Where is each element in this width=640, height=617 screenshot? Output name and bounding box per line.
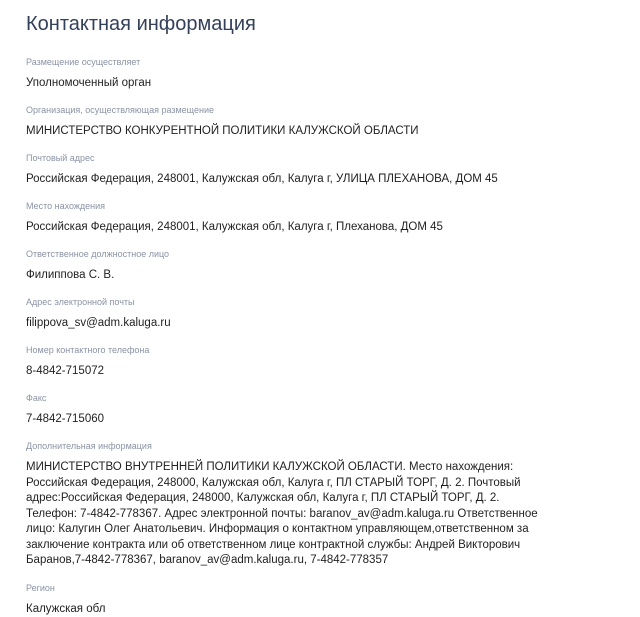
field-value: 7-4842-715060 <box>26 413 105 425</box>
field-value: МИНИСТЕРСТВО КОНКУРЕНТНОЙ ПОЛИТИКИ КАЛУЖСКОЙ ОБЛАСТИ <box>26 125 419 137</box>
field-placing-organization <box>26 104 640 139</box>
field-value: Российская Федерация, 248001, Калужская обл, Калуга г, Плеханова, ДОМ 45 <box>26 221 443 233</box>
field-label: Факс <box>26 393 47 403</box>
field-value: Калужская обл <box>26 602 106 615</box>
field-email <box>26 296 640 331</box>
field-value: Уполномоченный орган <box>26 77 152 89</box>
field-label: Регион <box>26 582 55 593</box>
field-region <box>26 582 640 617</box>
page-title: Контактная информация <box>26 13 256 35</box>
field-postal-address <box>26 152 640 187</box>
field-responsible-person <box>26 248 640 283</box>
field-location <box>26 200 640 235</box>
field-value: МИНИСТЕРСТВО ВНУТРЕННЕЙ ПОЛИТИКИ КАЛУЖСКОЙ ОБЛАСТИ. Место нахождения: Российская Федерация, 248000, Калужская обл, Калуга г, ПЛ СТАРЫЙ ТОРГ, Д. 2. Почтовый адрес:Российская Федерация, 248000, Калужская обл, Калуга г, ПЛ СТАРЫЙ ТОРГ, Д. 2. Телефон: 7-4842-778367. Адрес электронной почты: baranov_av@adm.kaluga.ru Ответственное лицо: Калугин Олег Анатольевич. Информация о контактном управляющем,ответственном за заключение контракта или об ответственном лице контрактной службы: Андрей Викторович Баранов,7-4842-778367, baranov_av@adm.kaluga.ru, 7-4842-778357 <box>26 461 538 566</box>
field-label: Адрес электронной почты <box>26 297 135 307</box>
field-label: Дополнительная информация <box>26 441 152 451</box>
field-value: 8-4842-715072 <box>26 365 105 377</box>
field-value: Российская Федерация, 248001, Калужская обл, Калуга г, УЛИЦА ПЛЕХАНОВА, ДОМ 45 <box>26 173 498 185</box>
field-placement-by <box>26 56 640 91</box>
field-value: filippova_sv@adm.kaluga.ru <box>26 317 171 329</box>
field-value: Филиппова С. В. <box>26 269 115 281</box>
field-fax <box>26 392 640 427</box>
field-additional-info <box>26 440 640 569</box>
field-label: Номер контактного телефона <box>26 345 150 355</box>
field-label: Почтовый адрес <box>26 153 95 163</box>
field-label: Организация, осуществляющая размещение <box>26 105 214 115</box>
field-label: Размещение осуществляет <box>26 57 141 67</box>
field-label: Ответственное должностное лицо <box>26 249 170 259</box>
field-phone <box>26 344 640 379</box>
field-label: Место нахождения <box>26 201 106 211</box>
